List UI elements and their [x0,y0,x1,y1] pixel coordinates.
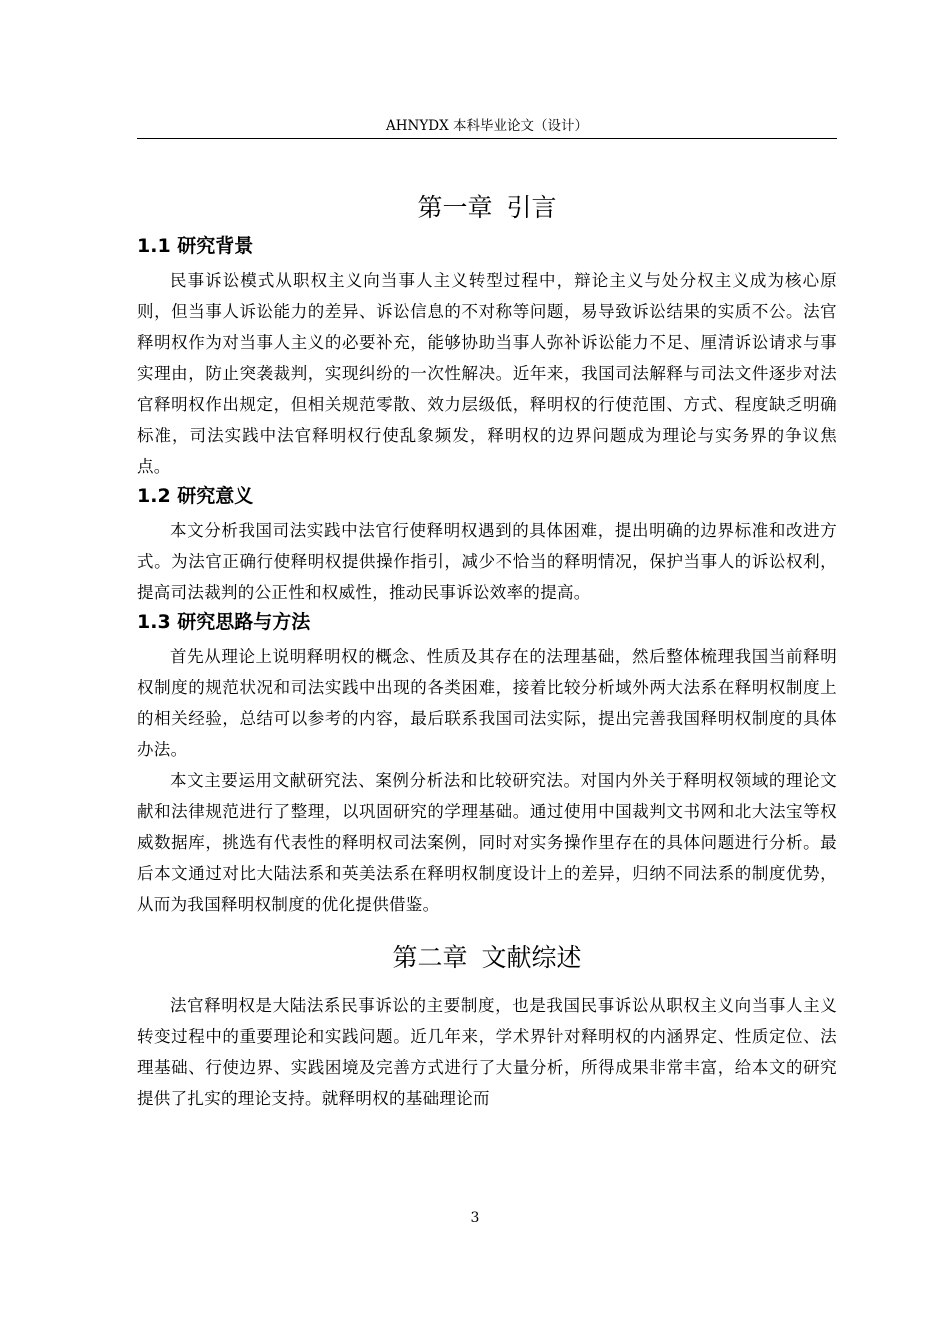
page-number: 3 [470,1210,480,1226]
section-1-1-heading: 1.1 研究背景 [137,235,254,257]
page-content [137,188,837,1114]
section-1-3-paragraph-2: 本文主要运用文献研究法、案例分析法和比较研究法。对国内外关于释明权领域的理论文献和法律规范进行了整理，以巩固研究的学理基础。通过使用中国裁判文书网和北大法宝等权威数据库，挑选有代表性的释明权司法案例，同时对实务操作里存在的具体问题进行分析。最后本文通过对比大陆法系和英美法系在释明权制度设计上的差异，归纳不同法系的制度优势，从而为我国释明权制度的优化提供借鉴。 [137,771,837,914]
chapter-2-paragraph: 法官释明权是大陆法系民事诉讼的主要制度，也是我国民事诉讼从职权主义向当事人主义转变过程中的重要理论和实践问题。近几年来，学术界针对释明权的内涵界定、性质定位、法理基础、行使边界、实践困境及完善方式进行了大量分析，所得成果非常丰富，给本文的研究提供了扎实的理论支持。就释明权的基础理论而 [137,996,837,1108]
section-1-2-heading: 1.2 研究意义 [137,485,254,507]
header-rule [137,138,837,139]
chapter-2-title: 第二章 文献综述 [392,943,582,972]
section-1-3-paragraph-1: 首先从理论上说明释明权的概念、性质及其存在的法理基础，然后整体梳理我国当前释明权制度的规范状况和司法实践中出现的各类困难，接着比较分析域外两大法系在释明权制度上的相关经验，总结可以参考的内容，最后联系我国司法实际，提出完善我国释明权制度的具体办法。 [137,647,837,759]
section-1-2-paragraph: 本文分析我国司法实践中法官行使释明权遇到的具体困难，提出明确的边界标准和改进方式。为法官正确行使释明权提供操作指引，减少不恰当的释明情况，保护当事人的诉讼权利，提高司法裁判的公正性和权威性，推动民事诉讼效率的提高。 [137,521,837,602]
section-1-1-paragraph: 民事诉讼模式从职权主义向当事人主义转型过程中，辩论主义与处分权主义成为核心原则，但当事人诉讼能力的差异、诉讼信息的不对称等问题，易导致诉讼结果的实质不公。法官释明权作为对当事人主义的必要补充，能够协助当事人弥补诉讼能力不足、厘清诉讼请求与事实理由，防止突袭裁判，实现纠纷的一次性解决。近年来，我国司法解释与司法文件逐步对法官释明权作出规定，但相关规范零散、效力层级低，释明权的行使范围、方式、程度缺乏明确标准，司法实践中法官释明权行使乱象频发，释明权的边界问题成为理论与实务界的争议焦点。 [137,271,837,476]
running-header: AHNYDX 本科毕业论文（设计） [386,118,588,134]
chapter-1-title: 第一章 引言 [417,193,557,222]
section-1-3-heading: 1.3 研究思路与方法 [137,611,311,633]
